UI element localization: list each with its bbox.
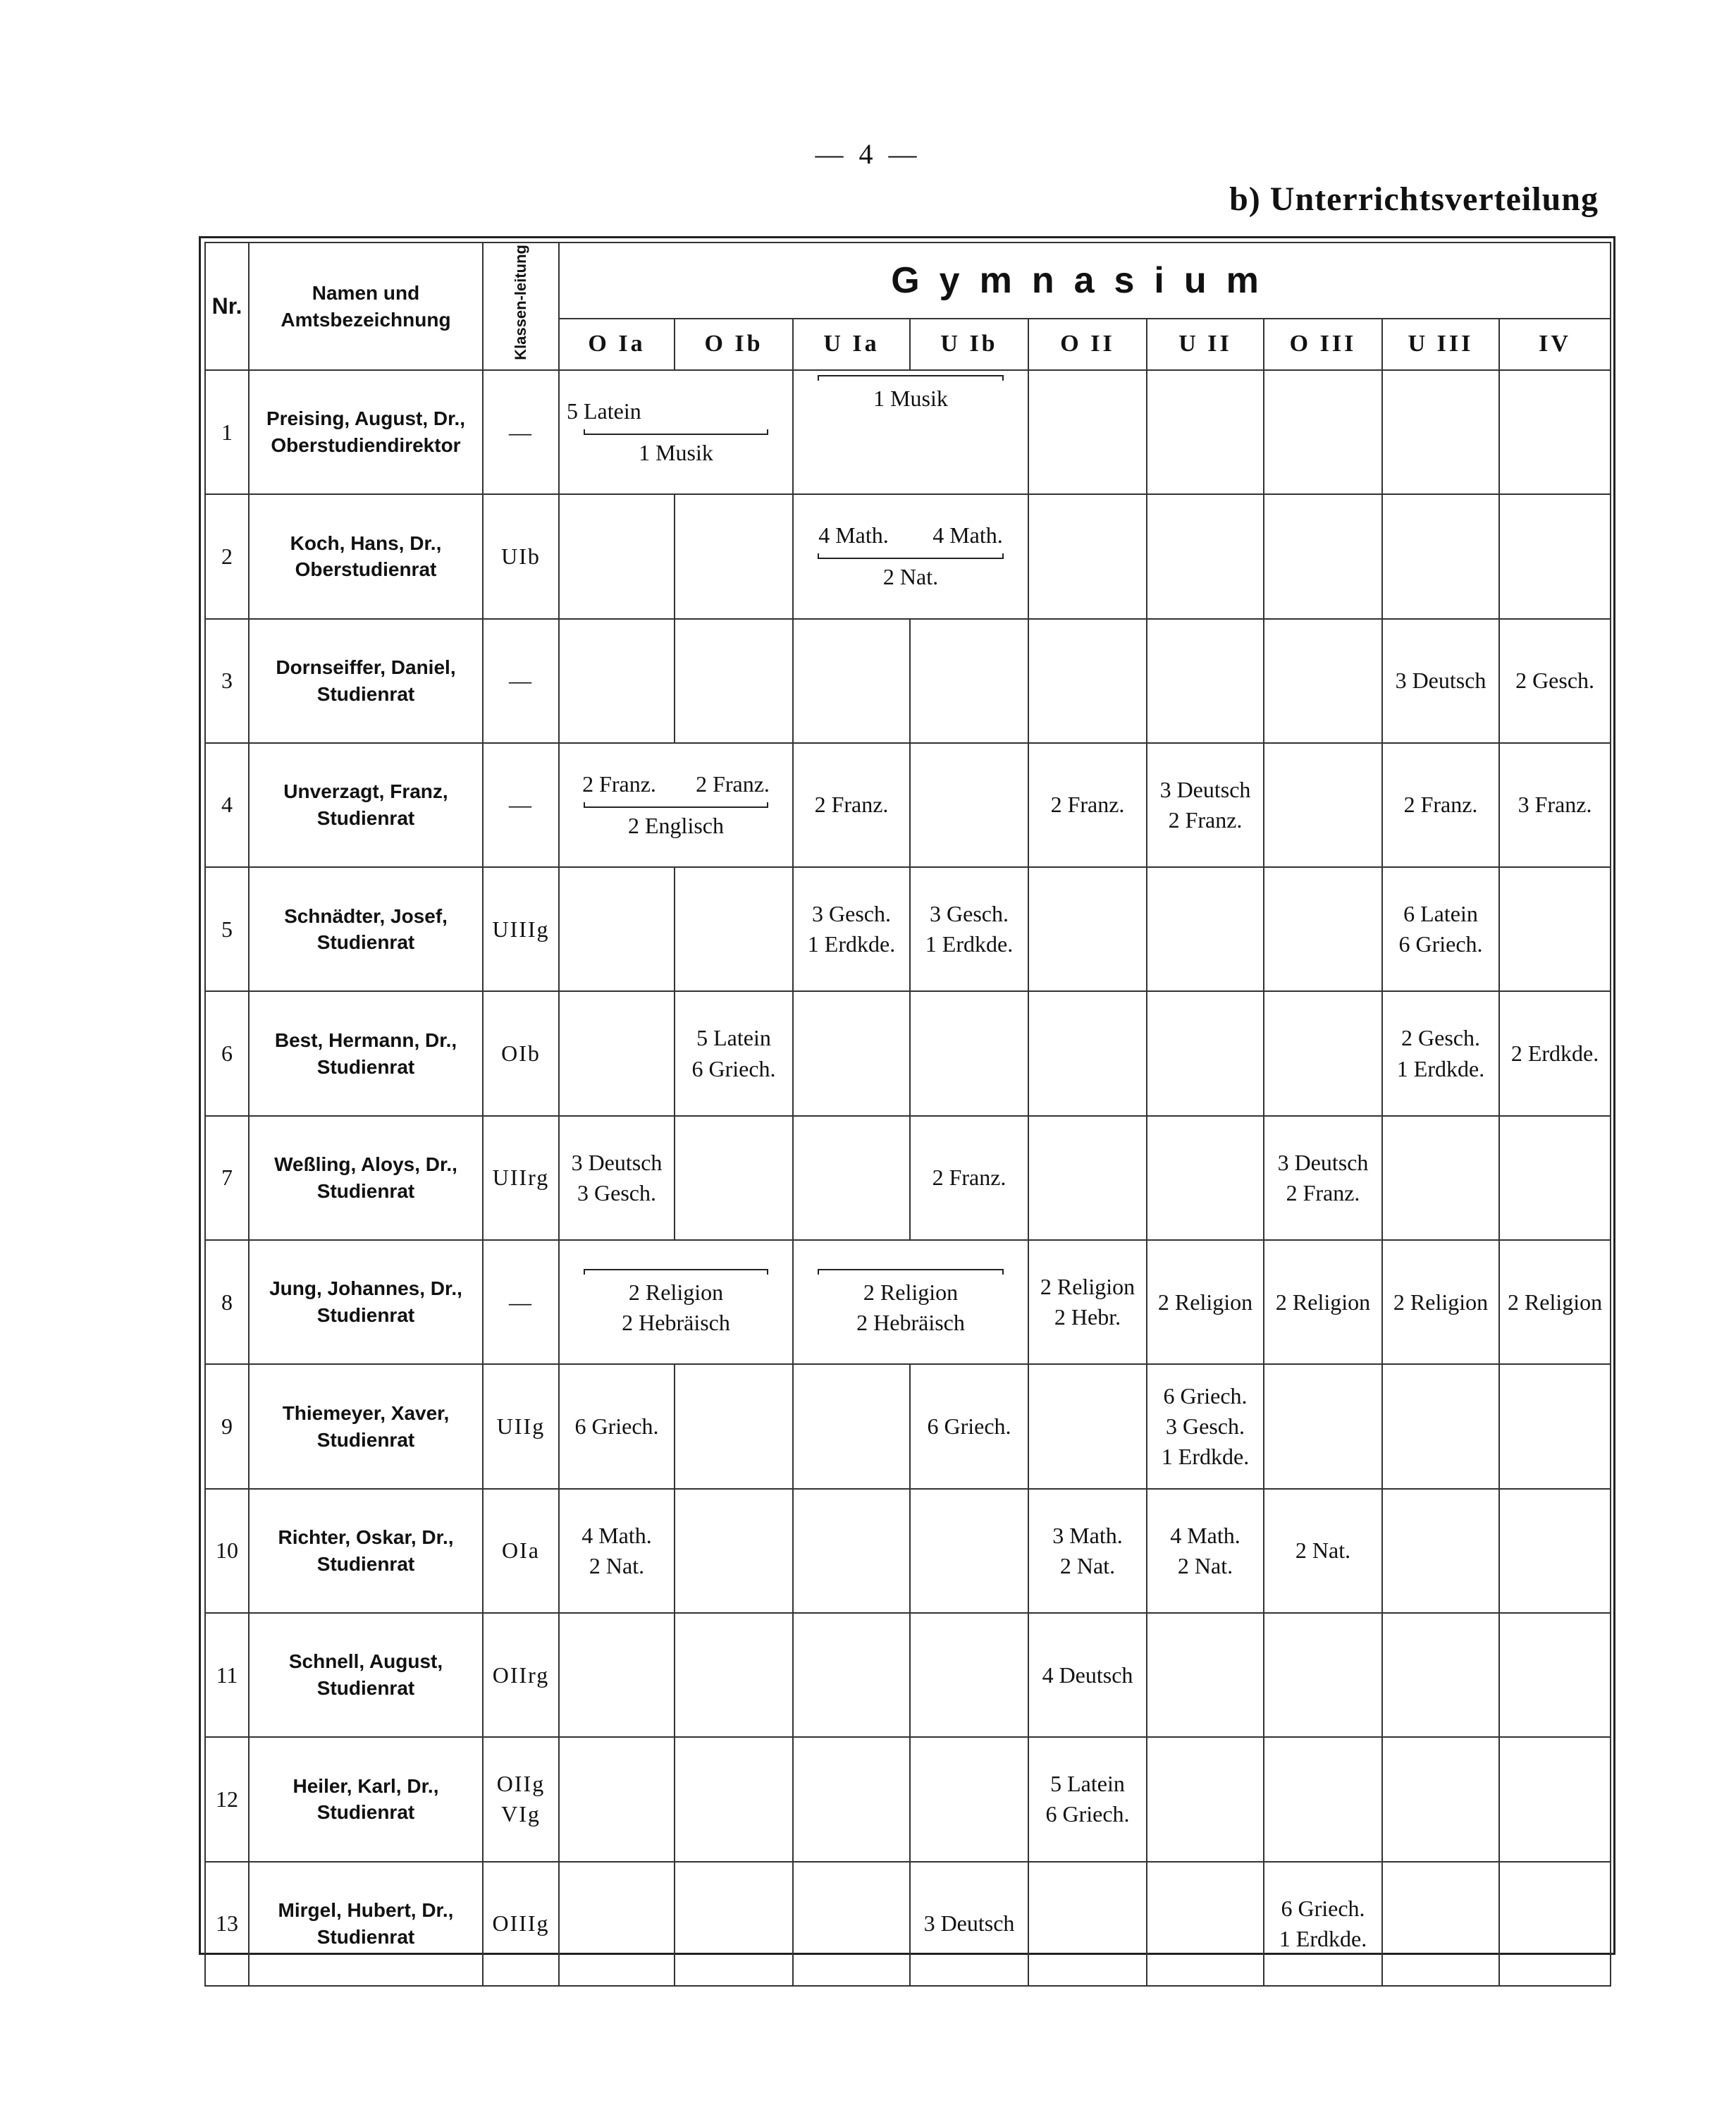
teacher-name-line: Weßling, Aloys, Dr.,	[274, 1153, 457, 1176]
empty-cell	[1264, 1613, 1382, 1737]
assignment: 6 Latein	[1403, 901, 1478, 927]
assignment-cell	[793, 494, 1028, 618]
assignment-cell	[793, 370, 1028, 494]
assignment-cell	[1147, 743, 1264, 867]
empty-cell	[675, 1613, 793, 1737]
row-nr: 11	[205, 1613, 249, 1737]
empty-cell	[675, 1489, 793, 1613]
row-nr: 8	[205, 1240, 249, 1364]
assignment: 1 Erdkde.	[925, 931, 1014, 957]
assignment: 5 Latein	[567, 398, 641, 424]
row-nr: 2	[205, 494, 249, 618]
teacher-name	[249, 1489, 483, 1613]
teacher-title: Studienrat	[316, 1552, 415, 1575]
empty-cell	[559, 1613, 675, 1737]
teacher-name	[249, 1862, 483, 1986]
klassenleitung: —	[483, 1240, 559, 1364]
teacher-name	[249, 991, 483, 1115]
assignment: 2 Nat.	[1177, 1552, 1233, 1578]
assignment: 1 Musik	[873, 386, 948, 411]
table-row	[205, 1240, 1611, 1364]
assignment-cell	[559, 370, 793, 494]
empty-cell	[1147, 619, 1264, 743]
assignment: 3 Deutsch	[1277, 1149, 1369, 1175]
empty-cell	[559, 1862, 675, 1986]
empty-cell	[1264, 619, 1382, 743]
klassenleitung: UIIIg	[483, 867, 559, 991]
assignment-cell	[559, 1240, 793, 1364]
empty-cell	[675, 867, 793, 991]
empty-cell	[1382, 1737, 1499, 1861]
assignment: 4 Math.	[581, 1522, 652, 1548]
assignment: 2 Nat.	[882, 564, 939, 590]
assignment: 4 Deutsch	[1028, 1613, 1147, 1737]
table-row	[205, 991, 1611, 1115]
table-row	[205, 370, 1611, 494]
assignment: 2 Hebr.	[1054, 1304, 1121, 1330]
klassenleitung: OIb	[483, 991, 559, 1115]
empty-cell	[1028, 1862, 1147, 1986]
empty-cell	[675, 1737, 793, 1861]
class-header: O III	[1264, 319, 1382, 370]
teacher-name-line: Mirgel, Hubert, Dr.,	[278, 1898, 454, 1921]
row-nr: 10	[205, 1489, 249, 1613]
empty-cell	[1499, 1364, 1611, 1488]
teacher-name-line: Preising, August, Dr.,	[266, 407, 466, 430]
klassenleitung: —	[483, 619, 559, 743]
table-row	[205, 1613, 1611, 1737]
teacher-title: Studienrat	[316, 1179, 415, 1202]
klassenleitung	[483, 1737, 559, 1861]
table-row	[205, 494, 1611, 618]
empty-cell	[1147, 1862, 1264, 1986]
assignment: 2 Nat.	[1059, 1552, 1116, 1578]
teacher-name-line: Thiemeyer, Xaver,	[282, 1401, 450, 1424]
assignment: 2 Nat.	[589, 1552, 645, 1578]
assignment: 2 Franz.	[910, 1116, 1028, 1240]
table-row	[205, 743, 1611, 867]
assignment: 6 Griech.	[910, 1364, 1028, 1488]
teacher-name	[249, 1737, 483, 1861]
empty-cell	[1028, 1364, 1147, 1488]
assignment: 2 Franz.	[582, 771, 656, 797]
assignment: 4 Math.	[1170, 1522, 1241, 1548]
assignment: 2 Franz.	[1168, 807, 1243, 833]
empty-cell	[793, 1116, 910, 1240]
assignment: 3 Gesch.	[1166, 1413, 1245, 1439]
klassenleitung: OIa	[483, 1489, 559, 1613]
empty-cell	[1382, 370, 1499, 494]
brace-mark	[584, 1269, 768, 1275]
assignment-cell	[1382, 991, 1499, 1115]
empty-cell	[1147, 370, 1264, 494]
klassenleitung: —	[483, 743, 559, 867]
empty-cell	[1264, 370, 1382, 494]
brace-mark	[584, 802, 768, 808]
assignment: 4 Math.	[818, 522, 889, 548]
class-header: O Ia	[559, 319, 675, 370]
empty-cell	[910, 1489, 1028, 1613]
teacher-title: Studienrat	[316, 682, 415, 705]
assignment: 6 Griech.	[1163, 1382, 1248, 1409]
teacher-name	[249, 1613, 483, 1737]
teacher-title: Studienrat	[316, 1055, 415, 1078]
empty-cell	[1264, 743, 1382, 867]
teaching-distribution-table	[204, 242, 1611, 1987]
assignment: 2 Religion	[1499, 1240, 1611, 1364]
empty-cell	[1499, 1116, 1611, 1240]
assignment: 3 Gesch.	[930, 901, 1009, 927]
empty-cell	[1499, 1613, 1611, 1737]
empty-cell	[1264, 867, 1382, 991]
brace-mark	[818, 553, 1003, 559]
assignment-cell	[1028, 1489, 1147, 1613]
assignment: 3 Gesch.	[812, 901, 891, 927]
assignment: 2 Religion	[863, 1280, 959, 1306]
empty-cell	[1499, 1489, 1611, 1613]
empty-cell	[1382, 494, 1499, 618]
assignment: 2 Religion	[628, 1280, 724, 1306]
assignment-cell	[793, 1240, 1028, 1364]
teacher-name	[249, 743, 483, 867]
empty-cell	[675, 1116, 793, 1240]
teacher-name	[249, 494, 483, 618]
class-header: O Ib	[675, 319, 793, 370]
assignment: 2 Religion	[1147, 1240, 1264, 1364]
assignment-cell	[1028, 1240, 1147, 1364]
empty-cell	[1028, 370, 1147, 494]
class-header: IV	[1499, 319, 1611, 370]
brace-mark	[818, 1269, 1003, 1275]
empty-cell	[793, 1489, 910, 1613]
empty-cell	[1147, 1116, 1264, 1240]
empty-cell	[559, 1737, 675, 1861]
class-header: U II	[1147, 319, 1264, 370]
header-gymnasium: Gymnasium	[559, 243, 1611, 319]
assignment: 2 Nat.	[1264, 1489, 1382, 1613]
empty-cell	[675, 494, 793, 618]
empty-cell	[1382, 1613, 1499, 1737]
assignment: 2 Gesch.	[1499, 619, 1611, 743]
empty-cell	[1147, 494, 1264, 618]
klassenleitung: OIIIg	[483, 1862, 559, 1986]
assignment: 6 Griech.	[1398, 931, 1483, 957]
assignment: 2 Franz.	[1286, 1179, 1360, 1205]
assignment-cell	[1264, 1116, 1382, 1240]
teacher-title: Studienrat	[316, 1428, 415, 1451]
row-nr: 6	[205, 991, 249, 1115]
assignment: 2 Englisch	[628, 813, 724, 839]
teacher-title: Studienrat	[316, 1677, 415, 1700]
empty-cell	[1499, 1737, 1611, 1861]
row-nr: 12	[205, 1737, 249, 1861]
teacher-title: Studienrat	[316, 1304, 415, 1327]
assignment-cell	[1264, 1862, 1382, 1986]
empty-cell	[910, 991, 1028, 1115]
assignment: 4 Math.	[932, 522, 1003, 548]
assignment: 1 Musik	[639, 440, 713, 466]
empty-cell	[1147, 1613, 1264, 1737]
teacher-name	[249, 867, 483, 991]
assignment-cell	[793, 867, 910, 991]
row-nr: 9	[205, 1364, 249, 1488]
assignment: 2 Franz.	[696, 771, 770, 797]
teacher-title: Studienrat	[316, 1801, 415, 1824]
teacher-name-line: Best, Hermann, Dr.,	[274, 1029, 457, 1051]
empty-cell	[1028, 1116, 1147, 1240]
empty-cell	[1028, 991, 1147, 1115]
assignment: 5 Latein	[696, 1025, 771, 1051]
teacher-name-line: Schnädter, Josef,	[284, 904, 448, 927]
klassenleitung: UIIg	[483, 1364, 559, 1488]
empty-cell	[910, 1737, 1028, 1861]
table-row	[205, 1862, 1611, 1986]
assignment: 2 Religion	[1264, 1240, 1382, 1364]
empty-cell	[910, 619, 1028, 743]
assignment: 6 Griech.	[1045, 1801, 1130, 1827]
row-nr: 7	[205, 1116, 249, 1240]
teacher-name-line: Heiler, Karl, Dr.,	[293, 1774, 439, 1797]
table-row	[205, 619, 1611, 743]
empty-cell	[1382, 1116, 1499, 1240]
teacher-title: Studienrat	[316, 807, 415, 830]
section-title: b) Unterrichtsverteilung	[1229, 180, 1599, 218]
assignment-cell	[559, 1116, 675, 1240]
table-row	[205, 1489, 1611, 1613]
header-klassenleitung	[483, 243, 559, 370]
klassenleitung: UIb	[483, 494, 559, 618]
klassenleitung-line: VIg	[501, 1801, 541, 1827]
klassenleitung: UIIrg	[483, 1116, 559, 1240]
empty-cell	[793, 1862, 910, 1986]
assignment-cell	[910, 867, 1028, 991]
teacher-name-line: Richter, Oskar, Dr.,	[278, 1526, 454, 1549]
klassenleitung: OIIrg	[483, 1613, 559, 1737]
table-row	[205, 867, 1611, 991]
teacher-name-line: Unverzagt, Franz,	[283, 780, 448, 803]
assignment-cell	[559, 1489, 675, 1613]
teacher-name	[249, 619, 483, 743]
assignment-cell	[1382, 867, 1499, 991]
row-nr: 3	[205, 619, 249, 743]
row-nr: 4	[205, 743, 249, 867]
assignment: 6 Griech.	[1281, 1895, 1365, 1921]
empty-cell	[559, 619, 675, 743]
assignment: 2 Franz.	[793, 743, 910, 867]
class-header: U Ia	[793, 319, 910, 370]
empty-cell	[1499, 867, 1611, 991]
assignment: 2 Gesch.	[1401, 1025, 1480, 1051]
assignment: 1 Erdkde.	[1396, 1055, 1485, 1081]
klassenleitung-line: OIIg	[496, 1771, 546, 1797]
table-row	[205, 1364, 1611, 1488]
assignment-pair	[796, 520, 1025, 551]
teacher-name	[249, 370, 483, 494]
assignment: 1 Erdkde.	[1161, 1444, 1250, 1470]
header-names-line2: Amtsbezeichnung	[281, 308, 451, 331]
empty-cell	[1028, 867, 1147, 991]
teacher-name	[249, 1116, 483, 1240]
teacher-name-line: Jung, Johannes, Dr.,	[269, 1277, 462, 1300]
assignment: 5 Latein	[1050, 1771, 1125, 1797]
empty-cell	[1028, 494, 1147, 618]
class-header: U III	[1382, 319, 1499, 370]
assignment: 3 Franz.	[1499, 743, 1611, 867]
empty-cell	[793, 619, 910, 743]
page-number: — 4 —	[815, 138, 921, 170]
header-names-line1: Namen und	[312, 281, 420, 304]
teacher-name-line: Koch, Hans, Dr.,	[290, 532, 442, 554]
assignment: 3 Deutsch	[910, 1862, 1028, 1986]
class-header: U Ib	[910, 319, 1028, 370]
assignment: 3 Deutsch	[571, 1149, 663, 1175]
assignment: 2 Erdkde.	[1499, 991, 1611, 1115]
header-klassenleitung-label: Klassen-leitung	[511, 245, 529, 360]
assignment-cell	[1028, 1737, 1147, 1861]
assignment-cell	[1147, 1489, 1264, 1613]
empty-cell	[1382, 1862, 1499, 1986]
assignment: 2 Franz.	[1382, 743, 1499, 867]
empty-cell	[1499, 1862, 1611, 1986]
assignment: 2 Religion	[1382, 1240, 1499, 1364]
empty-cell	[559, 867, 675, 991]
teacher-name	[249, 1240, 483, 1364]
assignment: 2 Hebräisch	[622, 1310, 730, 1336]
empty-cell	[1147, 1737, 1264, 1861]
empty-cell	[910, 1613, 1028, 1737]
empty-cell	[793, 1364, 910, 1488]
empty-cell	[1264, 991, 1382, 1115]
empty-cell	[910, 743, 1028, 867]
empty-cell	[1382, 1364, 1499, 1488]
empty-cell	[793, 991, 910, 1115]
teacher-name	[249, 1364, 483, 1488]
empty-cell	[1264, 494, 1382, 618]
empty-cell	[1499, 494, 1611, 618]
empty-cell	[793, 1737, 910, 1861]
table-row	[205, 1737, 1611, 1861]
empty-cell	[1499, 370, 1611, 494]
assignment-pair	[562, 769, 789, 799]
assignment-cell	[1147, 1364, 1264, 1488]
header-nr: Nr.	[205, 243, 249, 370]
assignment: 6 Griech.	[559, 1364, 675, 1488]
assignment: 1 Erdkde.	[1279, 1925, 1367, 1951]
header-names	[249, 243, 483, 370]
row-nr: 13	[205, 1862, 249, 1986]
assignment-cell	[675, 991, 793, 1115]
brace-mark	[584, 429, 768, 435]
teacher-title: Studienrat	[316, 931, 415, 954]
assignment: 3 Gesch.	[577, 1179, 656, 1205]
empty-cell	[793, 1613, 910, 1737]
assignment: 2 Franz.	[1028, 743, 1147, 867]
teacher-name-line: Dornseiffer, Daniel,	[276, 656, 456, 678]
empty-cell	[1147, 991, 1264, 1115]
klassenleitung: —	[483, 370, 559, 494]
empty-cell	[675, 1364, 793, 1488]
teacher-title: Oberstudiendirektor	[271, 434, 461, 457]
class-header: O II	[1028, 319, 1147, 370]
empty-cell	[559, 494, 675, 618]
teacher-name-line: Schnell, August,	[288, 1650, 443, 1673]
table-row	[205, 1116, 1611, 1240]
assignment: 3 Deutsch	[1159, 776, 1251, 802]
empty-cell	[1028, 619, 1147, 743]
assignment: 2 Religion	[1040, 1274, 1135, 1300]
assignment: 2 Hebräisch	[856, 1310, 965, 1336]
empty-cell	[1382, 1489, 1499, 1613]
empty-cell	[1147, 867, 1264, 991]
empty-cell	[1264, 1737, 1382, 1861]
row-nr: 5	[205, 867, 249, 991]
teacher-title: Oberstudienrat	[295, 558, 437, 581]
assignment: 3 Deutsch	[1382, 619, 1499, 743]
empty-cell	[675, 1862, 793, 1986]
teacher-title: Studienrat	[316, 1925, 415, 1948]
assignment: 6 Griech.	[691, 1055, 776, 1081]
brace-mark	[818, 375, 1003, 381]
empty-cell	[675, 619, 793, 743]
assignment-cell	[559, 743, 793, 867]
empty-cell	[559, 991, 675, 1115]
assignment: 3 Math.	[1052, 1522, 1123, 1548]
row-nr: 1	[205, 370, 249, 494]
empty-cell	[1264, 1364, 1382, 1488]
assignment: 1 Erdkde.	[807, 931, 896, 957]
